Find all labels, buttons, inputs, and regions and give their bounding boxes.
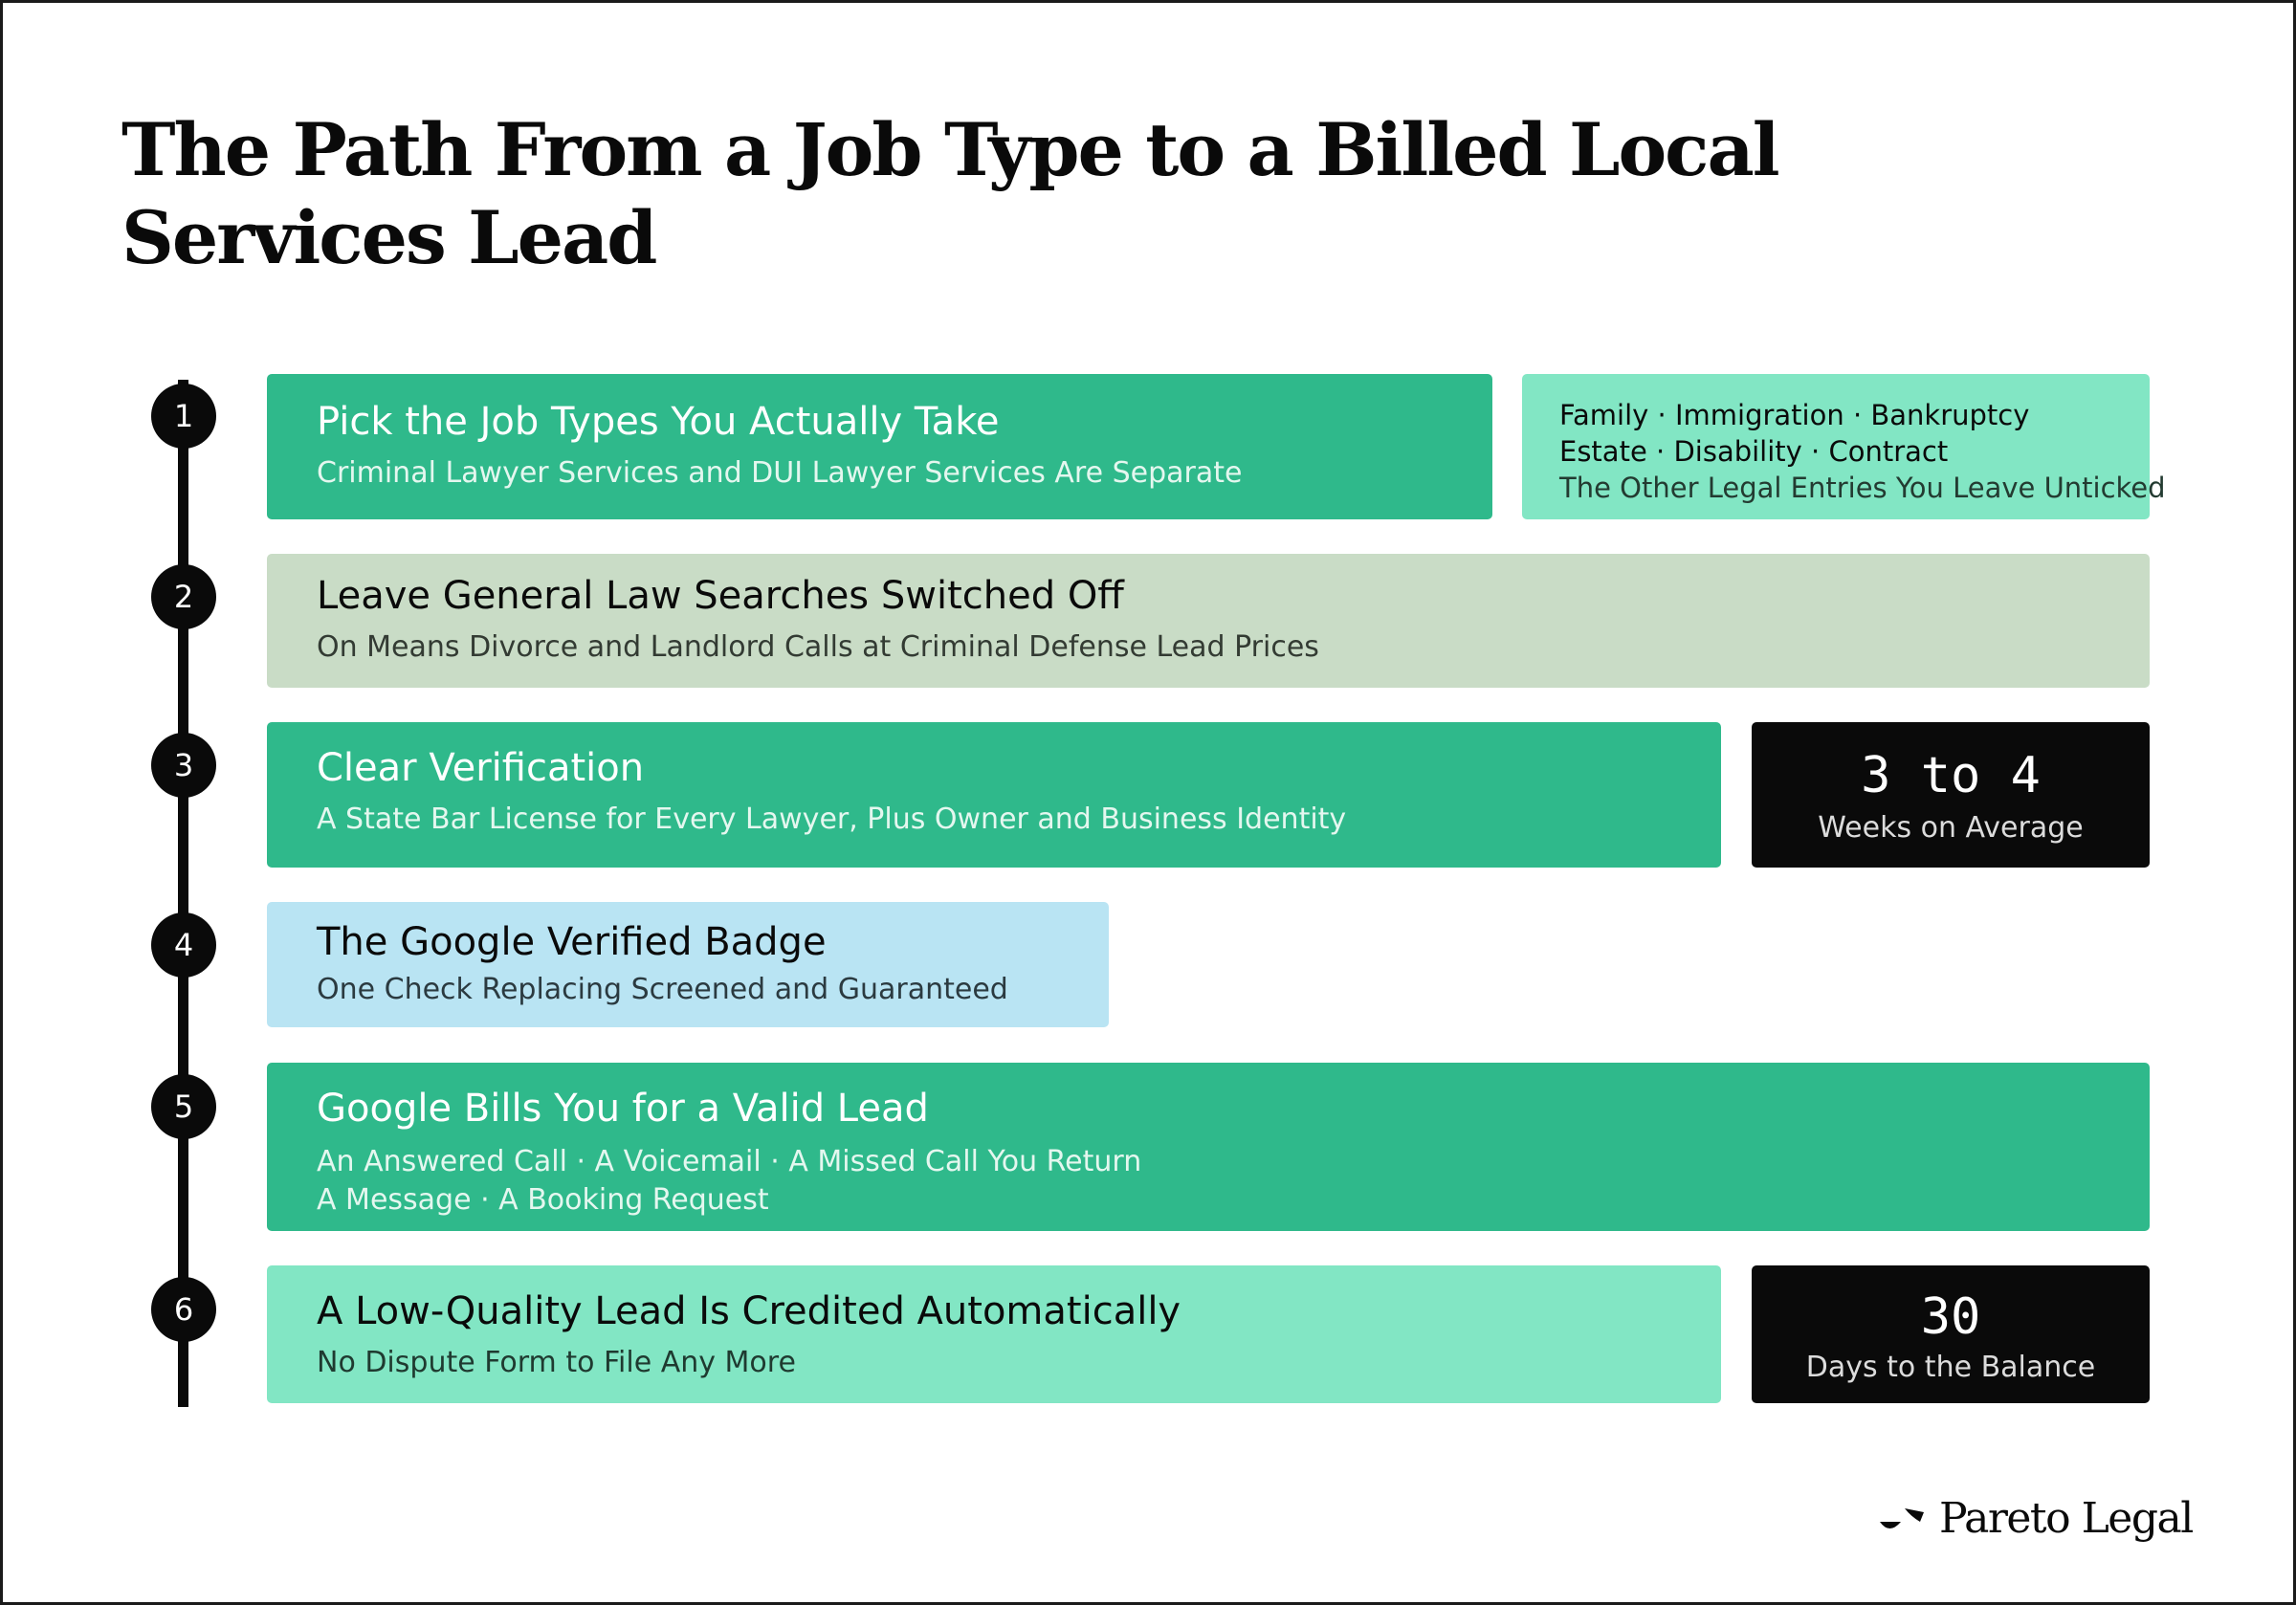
step-subtitle-1: Criminal Lawyer Services and DUI Lawyer Services Are Separate: [317, 456, 1243, 490]
excluded-job-types-card: [1522, 374, 2166, 519]
brand-name: Pareto Legal: [1939, 1493, 2193, 1543]
excluded-types-line-2: Estate · Disability · Contract: [1559, 435, 1949, 468]
step-heading-4: The Google Verified Badge: [317, 920, 827, 964]
verification-time-stat: [1752, 722, 2150, 868]
step-subtitle-6: No Dispute Form to File Any More: [317, 1346, 796, 1379]
brand-logo: [1878, 1489, 2193, 1547]
step-card-5: [267, 1063, 2150, 1231]
step-heading-2: Leave General Law Searches Switched Off: [317, 574, 1124, 618]
credit-days-value: 30: [1920, 1288, 1981, 1346]
step-heading-3: Clear Verification: [317, 746, 645, 790]
step-subtitle-3: A State Bar License for Every Lawyer, Plus Owner and Business Identity: [317, 802, 1347, 836]
credit-days-caption: Days to the Balance: [1805, 1351, 2096, 1384]
step-heading-5: Google Bills You for a Valid Lead: [317, 1087, 929, 1131]
step-subtitle-4: One Check Replacing Screened and Guaranteed: [317, 973, 1008, 1006]
timeline-line: [178, 380, 188, 1407]
step-card-4: [267, 902, 1109, 1027]
step-subtitle-5-line-2: A Message · A Booking Request: [317, 1183, 769, 1217]
step-number-4: 4: [151, 912, 216, 978]
step-number-3: 3: [151, 733, 216, 798]
step-subtitle-5-line-1: An Answered Call · A Voicemail · A Missed Call You Return: [317, 1145, 1142, 1178]
verification-time-value: 3 to 4: [1861, 747, 2041, 804]
step-heading-1: Pick the Job Types You Actually Take: [317, 400, 1000, 444]
credit-days-stat: [1752, 1265, 2150, 1403]
step-number-6: 6: [151, 1277, 216, 1342]
excluded-types-caption: The Other Legal Entries You Leave Unticked: [1559, 472, 2166, 504]
page-title: The Path From a Job Type to a Billed Local Services Lead: [121, 107, 1778, 280]
step-card-2: [267, 554, 2150, 688]
step-number-5: 5: [151, 1074, 216, 1139]
step-subtitle-2: On Means Divorce and Landlord Calls at Criminal Defense Lead Prices: [317, 630, 1319, 664]
step-card-3: [267, 722, 1721, 868]
step-heading-6: A Low-Quality Lead Is Credited Automatically: [317, 1289, 1181, 1333]
pareto-logo-mark-icon: [1878, 1499, 1926, 1537]
step-number-1: 1: [151, 384, 216, 449]
excluded-types-line-1: Family · Immigration · Bankruptcy: [1559, 399, 2030, 431]
verification-time-caption: Weeks on Average: [1818, 811, 2084, 845]
step-card-1: [267, 374, 1492, 519]
step-card-6: [267, 1265, 1721, 1403]
step-number-2: 2: [151, 564, 216, 629]
